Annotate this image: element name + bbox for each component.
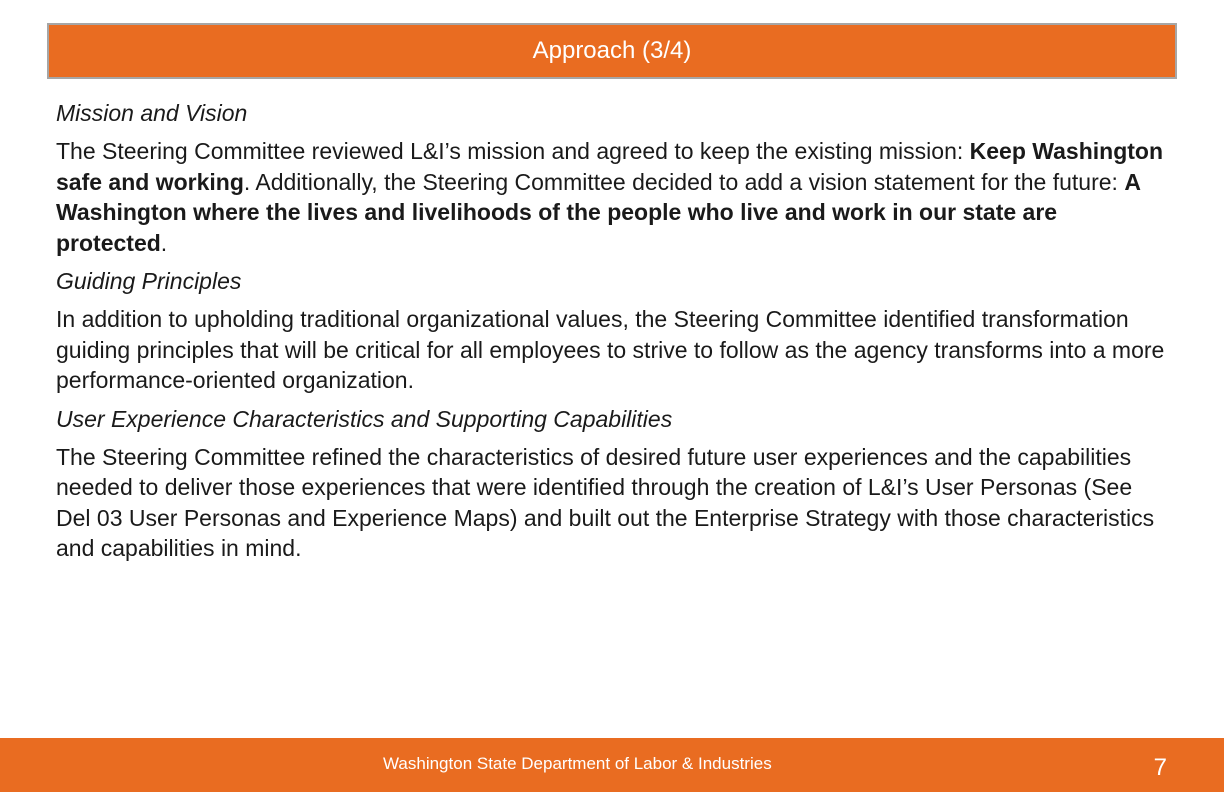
user-experience-paragraph: The Steering Committee refined the characteristics of desired future user experiences and the capabilities needed to deliver those experiences that were identified through the creation of L&I’s User Personas (See Del 03 User Personas and Experience Maps) and built out the Enterprise Strategy with those characteristics and capabilities in mind.	[56, 443, 1155, 561]
mission-text-2: . Additionally, the Steering Committee decided to add a vision statement for the future:	[243, 168, 1125, 195]
slide-content	[56, 98, 1168, 572]
user-experience-heading: User Experience Characteristics and Supporting Capabilities	[56, 405, 673, 432]
mission-text-3: .	[160, 229, 168, 256]
footer-organization: Washington State Department of Labor & Industries	[383, 754, 772, 773]
slide-title-bar	[47, 23, 1177, 79]
mission-vision-paragraph	[56, 136, 1168, 258]
mission-statement: Keep Washington safe and working	[56, 138, 1164, 195]
page-number: 7	[1153, 754, 1167, 781]
guiding-principles-paragraph: In addition to upholding traditional organizational values, the Steering Committee identified transformation guiding principles that will be critical for all employees to strive to follow as the agency transforms into a more performance-oriented organization.	[56, 306, 1165, 393]
vision-statement: A Washington where the lives and livelihoods of the people who live and work in our state are protected	[56, 168, 1141, 256]
mission-vision-heading: Mission and Vision	[56, 100, 248, 126]
footer-bar	[0, 738, 1224, 792]
guiding-principles-heading: Guiding Principles	[56, 268, 242, 294]
slide-title: Approach (3/4)	[532, 37, 692, 64]
mission-text-1: The Steering Committee reviewed L&I’s mission and agreed to keep the existing mission:	[56, 138, 970, 164]
